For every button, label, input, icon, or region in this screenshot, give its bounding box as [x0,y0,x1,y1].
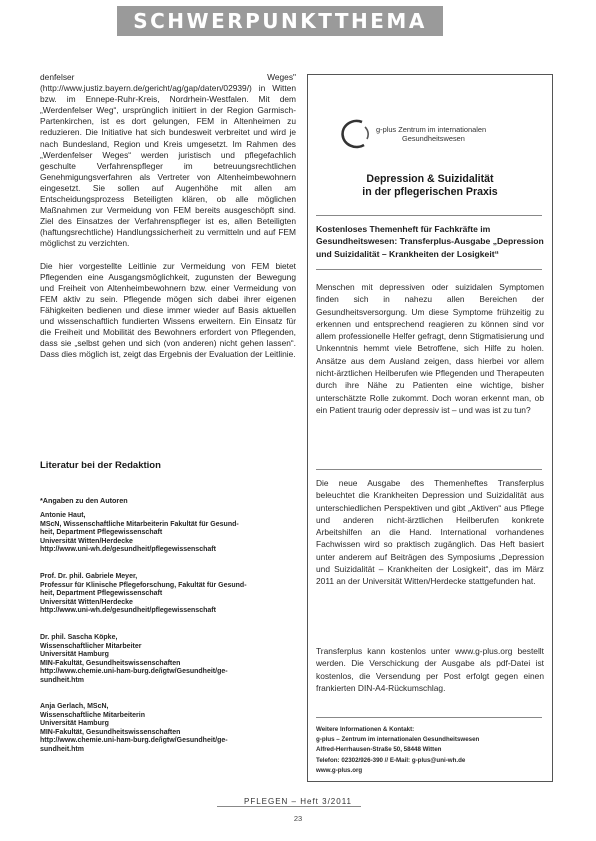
page-number: 23 [293,814,303,823]
logo-line-1: Zentrum im internationalen [398,125,487,134]
body-paragraph-2: Die hier vorgestellte Leitlinie zur Vermeidung von FEM bietet Pflegenden eine Ausgangsmöglichkeit, zugunsten der Bewegung und Freiheit von Altenheimbewohnern bzw. einer Vermeidung von FEM aktiv zu sein. Pflegende mögen sich dabei ihrer eigenen Fähigkeiten bedienen und diese immer wieder auf Basis aktuellen und wissenschaftlich fundierten Wissens erweitern. Ein Einsatz für die Freiheit und Mobilität des Bewohners erfordert von Pflegenden, dass sie „selbst gehen und sich (von anderen) nicht gehen lassen“. Dass dies möglich ist, zeigt das Ergebnis der Evaluation der Leitlinie. [40,260,296,360]
author-link[interactable]: http://www.chemie.uni-ham-burg.de/igtw/Gesundheit/ge- [40,737,228,745]
author-line: Universität Witten/Herdecke [40,598,133,606]
author-link[interactable]: http://www.uni-wh.de/gesundheit/pflegewissenschaft [40,546,216,554]
author-line: heit, Department Pflegewissenschaft [40,590,163,598]
author-entry-1 [40,512,298,555]
box-subtitle: Kostenloses Themenheft für Fachkräfte im Gesundheitswesen: Transferplus-Ausgabe „Depression und Suizidalität – Krankheiten der Losigkeit“ [316,224,544,259]
contact-address: Alfred-Herrhausen-Straße 50, 58448 Witten [316,746,442,754]
gplus-logo-icon [338,119,372,149]
box-title-line-1: Depression & Suizidalität [366,173,494,185]
contact-phone-email[interactable]: Telefon: 02302/926-390 // E-Mail: g-plus@uni-wh.de [316,756,466,764]
author-name: Dr. phil. Sascha Köpke, [40,634,118,641]
author-line: Universität Hamburg [40,720,109,728]
author-link[interactable]: http://www.uni-wh.de/gesundheit/pflegewissenschaft [40,607,216,615]
author-line: Professur für Klinische Pflegeforschung, Fakultät für Gesund- [40,581,247,589]
author-name: Anja Gerlach, MScN, [40,703,109,710]
section-title: SCHWERPUNKTTHEMA [133,9,427,33]
author-line: heit, Department Pflegewissenschaft [40,529,163,537]
author-name: Prof. Dr. phil. Gabriele Meyer, [40,573,138,580]
author-entry-3 [40,634,298,686]
left-column [40,72,296,371]
box-paragraph-3: Transferplus kann kostenlos unter www.g-plus.org bestellt werden. Die Verschickung der Ausgabe als pdf-Datei ist kostenlos, die Versendung per Post erfolgt gegen einen frankierten DIN-A4-Rückumschlag. [316,646,544,693]
author-link[interactable]: http://www.chemie.uni-ham-burg.de/igtw/Gesundheit/ge- [40,668,228,676]
contact-org: g-plus – Zentrum im internationalen Gesundheitswesen [316,736,480,744]
section-banner [117,6,443,36]
author-line: Universität Witten/Herdecke [40,537,133,545]
contact-block [316,725,544,776]
divider [316,717,542,718]
author-entry-2 [40,573,298,616]
author-line: MIN-Fakultät, Gesundheitswissenschaften [40,728,181,736]
author-line: MIN-Fakultät, Gesundheitswissenschaften [40,659,181,667]
contact-heading: Weitere Informationen & Kontakt: [316,726,415,733]
contact-website[interactable]: www.g-plus.org [316,766,363,774]
divider [316,215,542,216]
author-name: Antonie Haut, [40,512,86,519]
divider [316,269,542,270]
box-paragraph-1: Menschen mit depressiven oder suizidalen Symptomen finden sich in nahezu allen Bereichen der Gesundheitsversorgung. Um diese Symptome frühzeitig zu erkennen und entsprechend reagieren zu können sind vor allem professionelle Helfer gefragt, denn Stigmatisierung und Unkenntnis hemmt viele Betroffene, sich Hilfe zu holen. Ansätze aus dem Ausland zeigen, dass hierbei vor allem nicht-ärztlichen Heilberufen wie Pflegenden und Therapeuten durch ihre Nähe zu Patienten eine wichtige, bisher unterschätzte Rolle zukommt. Doch woran erkennt man, ob ein Patient traurig oder depressiv ist – und was ist zu tun? [316,282,544,415]
footer-rule [217,806,361,807]
box-title [308,173,552,199]
footer-journal: PFLEGEN – Heft 3/2011 [243,797,352,806]
author-line: Wissenschaftlicher Mitarbeiter [40,642,142,650]
box-title-line-2: in der pflegerischen Praxis [362,186,498,198]
author-line: MScN, Wissenschaftliche Mitarbeiterin Fakultät für Gesund- [40,520,239,528]
literature-heading: Literatur bei der Redaktion [40,460,161,471]
author-link[interactable]: sundheit.htm [40,745,84,753]
info-box [307,74,553,782]
logo-brand: g-plus [376,125,397,134]
logo-line-2: Gesundheitswesen [402,134,465,143]
author-line: Universität Hamburg [40,651,109,659]
author-link[interactable]: sundheit.htm [40,676,84,684]
body-paragraph-1: denfelser Weges" (http://www.justiz.bayern.de/gericht/ag/gap/daten/02939/) in Witten bzw. im Ennepe-Ruhr-Kreis, Nordrhein-Westfalen. Mit dem „Werdenfelser Weg“, ursprünglich initiiert in der Region Garmisch-Partenkirchen, ist es dort gelungen, FEM in Altenheimen zu reduzieren. Die Initiative hat sich bundesweit verbreitet und wird je nach Bundesland, Region und Kreis umgesetzt. Im Rahmen des „Werdenfelser Weges“ werden juristisch und pflegefachlich geschulte Verfahrenspfleger im betreuungsrechtlichen Genehmigungsverfahren als Vertreter von Altenheimbewohnern eingesetzt. Sie sollen auf Augenhöhe mit allen am Entscheidungsprozess Beteiligten klären, ob alle möglichen Maßnahmen zur Vermeidung von FEM bereits ausgeschöpft sind. Ziel des Einsatzes der Verfahrenspfleger ist es, allen Beteiligten (haftungsrechtliche) Handlungssicherheit zu vermitteln und auf FEM möglichst zu verzichten. [40,72,296,249]
author-entry-4 [40,703,298,755]
gplus-logo [338,119,538,149]
author-line: Wissenschaftliche Mitarbeiterin [40,711,145,719]
box-paragraph-2: Die neue Ausgabe des Themenheftes Transferplus beleuchtet die Krankheiten Depression und Suizidalität aus unterschiedlichen Perspektiven und gibt „Aktiven“ aus Pflege und anderen nicht-ärztlichen Heilberufen konkrete Arbeitshilfen an die Hand. International vorhandenes Fachwissen wird so praktisch zugänglich. Das Heft basiert unter anderem auf Beiträgen des Symposiums „Depression und Suizidalität – Krankheiten der Losigkeit“, das im März 2011 an der Universität Witten/Herdecke stattgefunden hat. [316,478,544,587]
divider [316,469,542,470]
authors-note: *Angaben zu den Autoren [40,496,128,505]
